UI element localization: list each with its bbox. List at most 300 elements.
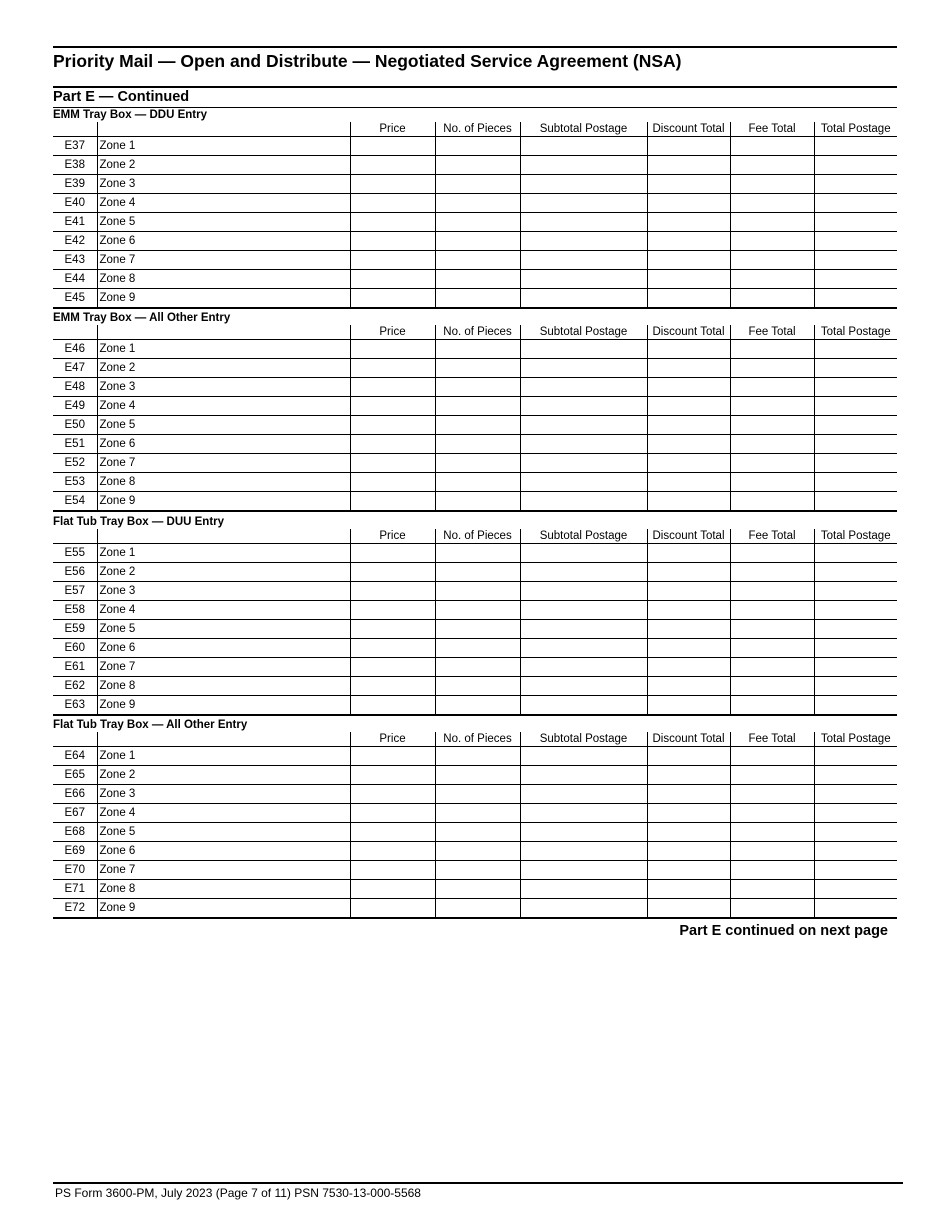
fee-input-cell[interactable] [730, 175, 814, 194]
subtotal-input-cell[interactable] [520, 435, 647, 454]
price-input-cell[interactable] [350, 785, 435, 804]
pieces-input-cell[interactable] [435, 639, 520, 658]
part-heading: Part E — Continued [53, 89, 190, 105]
subtotal-input-cell[interactable] [520, 785, 647, 804]
column-header-row [53, 325, 897, 340]
line-code: E69 [53, 842, 97, 861]
line-code: E66 [53, 785, 97, 804]
price-input-cell[interactable] [350, 563, 435, 582]
zone-label: Zone 6 [97, 232, 350, 251]
subtotal-input-cell[interactable] [520, 582, 647, 601]
discount-input-cell[interactable] [647, 696, 730, 716]
total-input-cell[interactable] [814, 416, 897, 435]
pieces-input-cell[interactable] [435, 747, 520, 766]
subtotal-input-cell[interactable] [520, 804, 647, 823]
zone-label: Zone 6 [97, 842, 350, 861]
price-input-cell[interactable] [350, 696, 435, 716]
line-code: E38 [53, 156, 97, 175]
zone-table [53, 732, 897, 919]
price-input-cell[interactable] [350, 544, 435, 563]
fee-input-cell[interactable] [730, 861, 814, 880]
discount-input-cell[interactable] [647, 340, 730, 359]
total-input-cell[interactable] [814, 785, 897, 804]
line-code: E50 [53, 416, 97, 435]
zone-label: Zone 4 [97, 194, 350, 213]
fee-input-cell[interactable] [730, 270, 814, 289]
fee-input-cell[interactable] [730, 639, 814, 658]
pieces-input-cell[interactable] [435, 289, 520, 309]
total-input-cell[interactable] [814, 232, 897, 251]
price-input-cell[interactable] [350, 232, 435, 251]
column-header-row [53, 732, 897, 747]
price-input-cell[interactable] [350, 175, 435, 194]
line-code: E68 [53, 823, 97, 842]
total-input-cell[interactable] [814, 213, 897, 232]
fee-input-cell[interactable] [730, 601, 814, 620]
fee-input-cell[interactable] [730, 899, 814, 919]
price-input-cell[interactable] [350, 601, 435, 620]
fee-input-cell[interactable] [730, 582, 814, 601]
zone-label: Zone 8 [97, 880, 350, 899]
fee-input-cell[interactable] [730, 842, 814, 861]
price-input-cell[interactable] [350, 213, 435, 232]
subtotal-input-cell[interactable] [520, 137, 647, 156]
header-zone-blank [97, 122, 350, 137]
line-code: E65 [53, 766, 97, 785]
fee-input-cell[interactable] [730, 492, 814, 512]
total-input-cell[interactable] [814, 544, 897, 563]
line-code: E56 [53, 563, 97, 582]
total-input-cell[interactable] [814, 658, 897, 677]
pieces-input-cell[interactable] [435, 861, 520, 880]
line-code: E43 [53, 251, 97, 270]
table-row [53, 677, 897, 696]
total-input-cell[interactable] [814, 582, 897, 601]
table-row [53, 658, 897, 677]
total-input-cell[interactable] [814, 454, 897, 473]
subtotal-input-cell[interactable] [520, 175, 647, 194]
price-input-cell[interactable] [350, 473, 435, 492]
table-row [53, 473, 897, 492]
pieces-input-cell[interactable] [435, 454, 520, 473]
column-header-subtotal: Subtotal Postage [520, 732, 647, 747]
price-input-cell[interactable] [350, 156, 435, 175]
fee-input-cell[interactable] [730, 378, 814, 397]
total-input-cell[interactable] [814, 563, 897, 582]
column-header-pieces: No. of Pieces [435, 732, 520, 747]
discount-input-cell[interactable] [647, 620, 730, 639]
pieces-input-cell[interactable] [435, 620, 520, 639]
line-code: E46 [53, 340, 97, 359]
table-row [53, 270, 897, 289]
subtotal-input-cell[interactable] [520, 454, 647, 473]
table-row [53, 194, 897, 213]
price-input-cell[interactable] [350, 251, 435, 270]
pieces-input-cell[interactable] [435, 232, 520, 251]
zone-label: Zone 2 [97, 563, 350, 582]
total-input-cell[interactable] [814, 639, 897, 658]
zone-label: Zone 5 [97, 213, 350, 232]
fee-input-cell[interactable] [730, 747, 814, 766]
discount-input-cell[interactable] [647, 473, 730, 492]
subtotal-input-cell[interactable] [520, 289, 647, 309]
total-input-cell[interactable] [814, 677, 897, 696]
price-input-cell[interactable] [350, 397, 435, 416]
subtotal-input-cell[interactable] [520, 232, 647, 251]
header-code-blank [53, 732, 97, 747]
price-input-cell[interactable] [350, 194, 435, 213]
zone-label: Zone 9 [97, 696, 350, 716]
fee-input-cell[interactable] [730, 563, 814, 582]
discount-input-cell[interactable] [647, 785, 730, 804]
discount-input-cell[interactable] [647, 454, 730, 473]
fee-input-cell[interactable] [730, 677, 814, 696]
pieces-input-cell[interactable] [435, 194, 520, 213]
total-input-cell[interactable] [814, 880, 897, 899]
price-input-cell[interactable] [350, 677, 435, 696]
discount-input-cell[interactable] [647, 156, 730, 175]
table-row [53, 435, 897, 454]
price-input-cell[interactable] [350, 639, 435, 658]
form-title: Priority Mail — Open and Distribute — Negotiated Service Agreement (NSA) [53, 51, 682, 71]
zone-table [53, 122, 897, 309]
total-input-cell[interactable] [814, 175, 897, 194]
total-input-cell[interactable] [814, 492, 897, 512]
subtotal-input-cell[interactable] [520, 270, 647, 289]
total-input-cell[interactable] [814, 378, 897, 397]
discount-input-cell[interactable] [647, 359, 730, 378]
zone-label: Zone 4 [97, 804, 350, 823]
subtotal-input-cell[interactable] [520, 842, 647, 861]
section-title: EMM Tray Box — DDU Entry [53, 109, 207, 121]
fee-input-cell[interactable] [730, 397, 814, 416]
pieces-input-cell[interactable] [435, 601, 520, 620]
header-code-blank [53, 325, 97, 340]
discount-input-cell[interactable] [647, 639, 730, 658]
total-input-cell[interactable] [814, 696, 897, 716]
column-header-row [53, 122, 897, 137]
discount-input-cell[interactable] [647, 677, 730, 696]
line-code: E51 [53, 435, 97, 454]
total-input-cell[interactable] [814, 823, 897, 842]
table-row [53, 696, 897, 716]
table-row [53, 861, 897, 880]
table-row [53, 766, 897, 785]
pieces-input-cell[interactable] [435, 378, 520, 397]
pieces-input-cell[interactable] [435, 270, 520, 289]
total-input-cell[interactable] [814, 435, 897, 454]
discount-input-cell[interactable] [647, 289, 730, 309]
discount-input-cell[interactable] [647, 899, 730, 919]
column-header-pieces: No. of Pieces [435, 529, 520, 544]
pieces-input-cell[interactable] [435, 842, 520, 861]
line-code: E37 [53, 137, 97, 156]
pieces-input-cell[interactable] [435, 823, 520, 842]
subtotal-input-cell[interactable] [520, 639, 647, 658]
table-row [53, 175, 897, 194]
discount-input-cell[interactable] [647, 416, 730, 435]
pieces-input-cell[interactable] [435, 880, 520, 899]
discount-input-cell[interactable] [647, 435, 730, 454]
line-code: E60 [53, 639, 97, 658]
price-input-cell[interactable] [350, 861, 435, 880]
price-input-cell[interactable] [350, 492, 435, 512]
subtotal-input-cell[interactable] [520, 359, 647, 378]
subtotal-input-cell[interactable] [520, 658, 647, 677]
discount-input-cell[interactable] [647, 175, 730, 194]
price-input-cell[interactable] [350, 658, 435, 677]
section-3 [53, 515, 897, 716]
table-row [53, 823, 897, 842]
column-header-discount: Discount Total [647, 732, 730, 747]
discount-input-cell[interactable] [647, 601, 730, 620]
section-4 [53, 718, 897, 919]
fee-input-cell[interactable] [730, 823, 814, 842]
pieces-input-cell[interactable] [435, 156, 520, 175]
subtotal-input-cell[interactable] [520, 194, 647, 213]
subtotal-input-cell[interactable] [520, 899, 647, 919]
table-row [53, 397, 897, 416]
fee-input-cell[interactable] [730, 416, 814, 435]
price-input-cell[interactable] [350, 766, 435, 785]
fee-input-cell[interactable] [730, 544, 814, 563]
subtotal-input-cell[interactable] [520, 416, 647, 435]
subtotal-input-cell[interactable] [520, 620, 647, 639]
total-input-cell[interactable] [814, 861, 897, 880]
pieces-input-cell[interactable] [435, 804, 520, 823]
price-input-cell[interactable] [350, 899, 435, 919]
discount-input-cell[interactable] [647, 804, 730, 823]
zone-label: Zone 5 [97, 416, 350, 435]
discount-input-cell[interactable] [647, 658, 730, 677]
column-header-pieces: No. of Pieces [435, 325, 520, 340]
pieces-input-cell[interactable] [435, 435, 520, 454]
column-header-discount: Discount Total [647, 122, 730, 137]
price-input-cell[interactable] [350, 454, 435, 473]
subtotal-input-cell[interactable] [520, 473, 647, 492]
fee-input-cell[interactable] [730, 251, 814, 270]
pieces-input-cell[interactable] [435, 899, 520, 919]
pieces-input-cell[interactable] [435, 213, 520, 232]
total-input-cell[interactable] [814, 842, 897, 861]
pieces-input-cell[interactable] [435, 696, 520, 716]
fee-input-cell[interactable] [730, 766, 814, 785]
line-code: E54 [53, 492, 97, 512]
price-input-cell[interactable] [350, 842, 435, 861]
zone-label: Zone 8 [97, 270, 350, 289]
discount-input-cell[interactable] [647, 194, 730, 213]
total-input-cell[interactable] [814, 747, 897, 766]
pieces-input-cell[interactable] [435, 251, 520, 270]
column-header-total: Total Postage [814, 325, 897, 340]
total-input-cell[interactable] [814, 270, 897, 289]
column-header-price: Price [350, 122, 435, 137]
total-input-cell[interactable] [814, 766, 897, 785]
total-input-cell[interactable] [814, 804, 897, 823]
subtotal-input-cell[interactable] [520, 378, 647, 397]
fee-input-cell[interactable] [730, 213, 814, 232]
fee-input-cell[interactable] [730, 289, 814, 309]
price-input-cell[interactable] [350, 289, 435, 309]
subtotal-input-cell[interactable] [520, 823, 647, 842]
fee-input-cell[interactable] [730, 658, 814, 677]
fee-input-cell[interactable] [730, 232, 814, 251]
pieces-input-cell[interactable] [435, 137, 520, 156]
price-input-cell[interactable] [350, 880, 435, 899]
discount-input-cell[interactable] [647, 823, 730, 842]
total-input-cell[interactable] [814, 289, 897, 309]
zone-label: Zone 1 [97, 747, 350, 766]
fee-input-cell[interactable] [730, 696, 814, 716]
pieces-input-cell[interactable] [435, 340, 520, 359]
discount-input-cell[interactable] [647, 880, 730, 899]
subtotal-input-cell[interactable] [520, 213, 647, 232]
line-code: E67 [53, 804, 97, 823]
pieces-input-cell[interactable] [435, 397, 520, 416]
pieces-input-cell[interactable] [435, 544, 520, 563]
total-input-cell[interactable] [814, 251, 897, 270]
pieces-input-cell[interactable] [435, 175, 520, 194]
subtotal-input-cell[interactable] [520, 251, 647, 270]
price-input-cell[interactable] [350, 804, 435, 823]
price-input-cell[interactable] [350, 620, 435, 639]
discount-input-cell[interactable] [647, 397, 730, 416]
discount-input-cell[interactable] [647, 582, 730, 601]
subtotal-input-cell[interactable] [520, 492, 647, 512]
subtotal-input-cell[interactable] [520, 677, 647, 696]
total-input-cell[interactable] [814, 899, 897, 919]
table-row [53, 563, 897, 582]
pieces-input-cell[interactable] [435, 473, 520, 492]
subtotal-input-cell[interactable] [520, 563, 647, 582]
column-header-fee: Fee Total [730, 325, 814, 340]
pieces-input-cell[interactable] [435, 766, 520, 785]
total-input-cell[interactable] [814, 601, 897, 620]
subtotal-input-cell[interactable] [520, 156, 647, 175]
price-input-cell[interactable] [350, 378, 435, 397]
column-header-subtotal: Subtotal Postage [520, 122, 647, 137]
discount-input-cell[interactable] [647, 492, 730, 512]
pieces-input-cell[interactable] [435, 416, 520, 435]
line-code: E49 [53, 397, 97, 416]
price-input-cell[interactable] [350, 416, 435, 435]
fee-input-cell[interactable] [730, 473, 814, 492]
line-code: E42 [53, 232, 97, 251]
fee-input-cell[interactable] [730, 340, 814, 359]
total-input-cell[interactable] [814, 397, 897, 416]
pieces-input-cell[interactable] [435, 677, 520, 696]
line-code: E62 [53, 677, 97, 696]
fee-input-cell[interactable] [730, 156, 814, 175]
line-code: E39 [53, 175, 97, 194]
zone-label: Zone 3 [97, 175, 350, 194]
price-input-cell[interactable] [350, 137, 435, 156]
column-header-fee: Fee Total [730, 732, 814, 747]
subtotal-input-cell[interactable] [520, 861, 647, 880]
header-code-blank [53, 122, 97, 137]
section-title: Flat Tub Tray Box — All Other Entry [53, 719, 248, 731]
total-input-cell[interactable] [814, 340, 897, 359]
pieces-input-cell[interactable] [435, 492, 520, 512]
line-code: E41 [53, 213, 97, 232]
discount-input-cell[interactable] [647, 213, 730, 232]
pieces-input-cell[interactable] [435, 563, 520, 582]
subtotal-input-cell[interactable] [520, 544, 647, 563]
pieces-input-cell[interactable] [435, 785, 520, 804]
column-header-subtotal: Subtotal Postage [520, 529, 647, 544]
total-input-cell[interactable] [814, 194, 897, 213]
discount-input-cell[interactable] [647, 563, 730, 582]
fee-input-cell[interactable] [730, 359, 814, 378]
line-code: E58 [53, 601, 97, 620]
section-2 [53, 311, 897, 512]
discount-input-cell[interactable] [647, 378, 730, 397]
total-input-cell[interactable] [814, 137, 897, 156]
zone-label: Zone 1 [97, 137, 350, 156]
fee-input-cell[interactable] [730, 454, 814, 473]
subtotal-input-cell[interactable] [520, 766, 647, 785]
line-code: E64 [53, 747, 97, 766]
header-zone-blank [97, 325, 350, 340]
zone-label: Zone 5 [97, 823, 350, 842]
fee-input-cell[interactable] [730, 804, 814, 823]
table-row [53, 804, 897, 823]
discount-input-cell[interactable] [647, 861, 730, 880]
subtotal-input-cell[interactable] [520, 696, 647, 716]
fee-input-cell[interactable] [730, 785, 814, 804]
fee-input-cell[interactable] [730, 137, 814, 156]
zone-label: Zone 4 [97, 601, 350, 620]
discount-input-cell[interactable] [647, 232, 730, 251]
price-input-cell[interactable] [350, 823, 435, 842]
subtotal-input-cell[interactable] [520, 747, 647, 766]
total-input-cell[interactable] [814, 156, 897, 175]
subtotal-input-cell[interactable] [520, 397, 647, 416]
total-input-cell[interactable] [814, 620, 897, 639]
discount-input-cell[interactable] [647, 251, 730, 270]
zone-table [53, 529, 897, 716]
discount-input-cell[interactable] [647, 544, 730, 563]
price-input-cell[interactable] [350, 747, 435, 766]
price-input-cell[interactable] [350, 359, 435, 378]
pieces-input-cell[interactable] [435, 658, 520, 677]
fee-input-cell[interactable] [730, 620, 814, 639]
price-input-cell[interactable] [350, 340, 435, 359]
discount-input-cell[interactable] [647, 137, 730, 156]
subtotal-input-cell[interactable] [520, 880, 647, 899]
fee-input-cell[interactable] [730, 880, 814, 899]
discount-input-cell[interactable] [647, 766, 730, 785]
pieces-input-cell[interactable] [435, 582, 520, 601]
discount-input-cell[interactable] [647, 747, 730, 766]
fee-input-cell[interactable] [730, 435, 814, 454]
zone-table [53, 325, 897, 512]
total-input-cell[interactable] [814, 359, 897, 378]
discount-input-cell[interactable] [647, 270, 730, 289]
fee-input-cell[interactable] [730, 194, 814, 213]
subtotal-input-cell[interactable] [520, 340, 647, 359]
discount-input-cell[interactable] [647, 842, 730, 861]
total-input-cell[interactable] [814, 473, 897, 492]
price-input-cell[interactable] [350, 582, 435, 601]
price-input-cell[interactable] [350, 435, 435, 454]
subtotal-input-cell[interactable] [520, 601, 647, 620]
column-header-price: Price [350, 529, 435, 544]
zone-label: Zone 2 [97, 156, 350, 175]
zone-label: Zone 7 [97, 861, 350, 880]
pieces-input-cell[interactable] [435, 359, 520, 378]
price-input-cell[interactable] [350, 270, 435, 289]
